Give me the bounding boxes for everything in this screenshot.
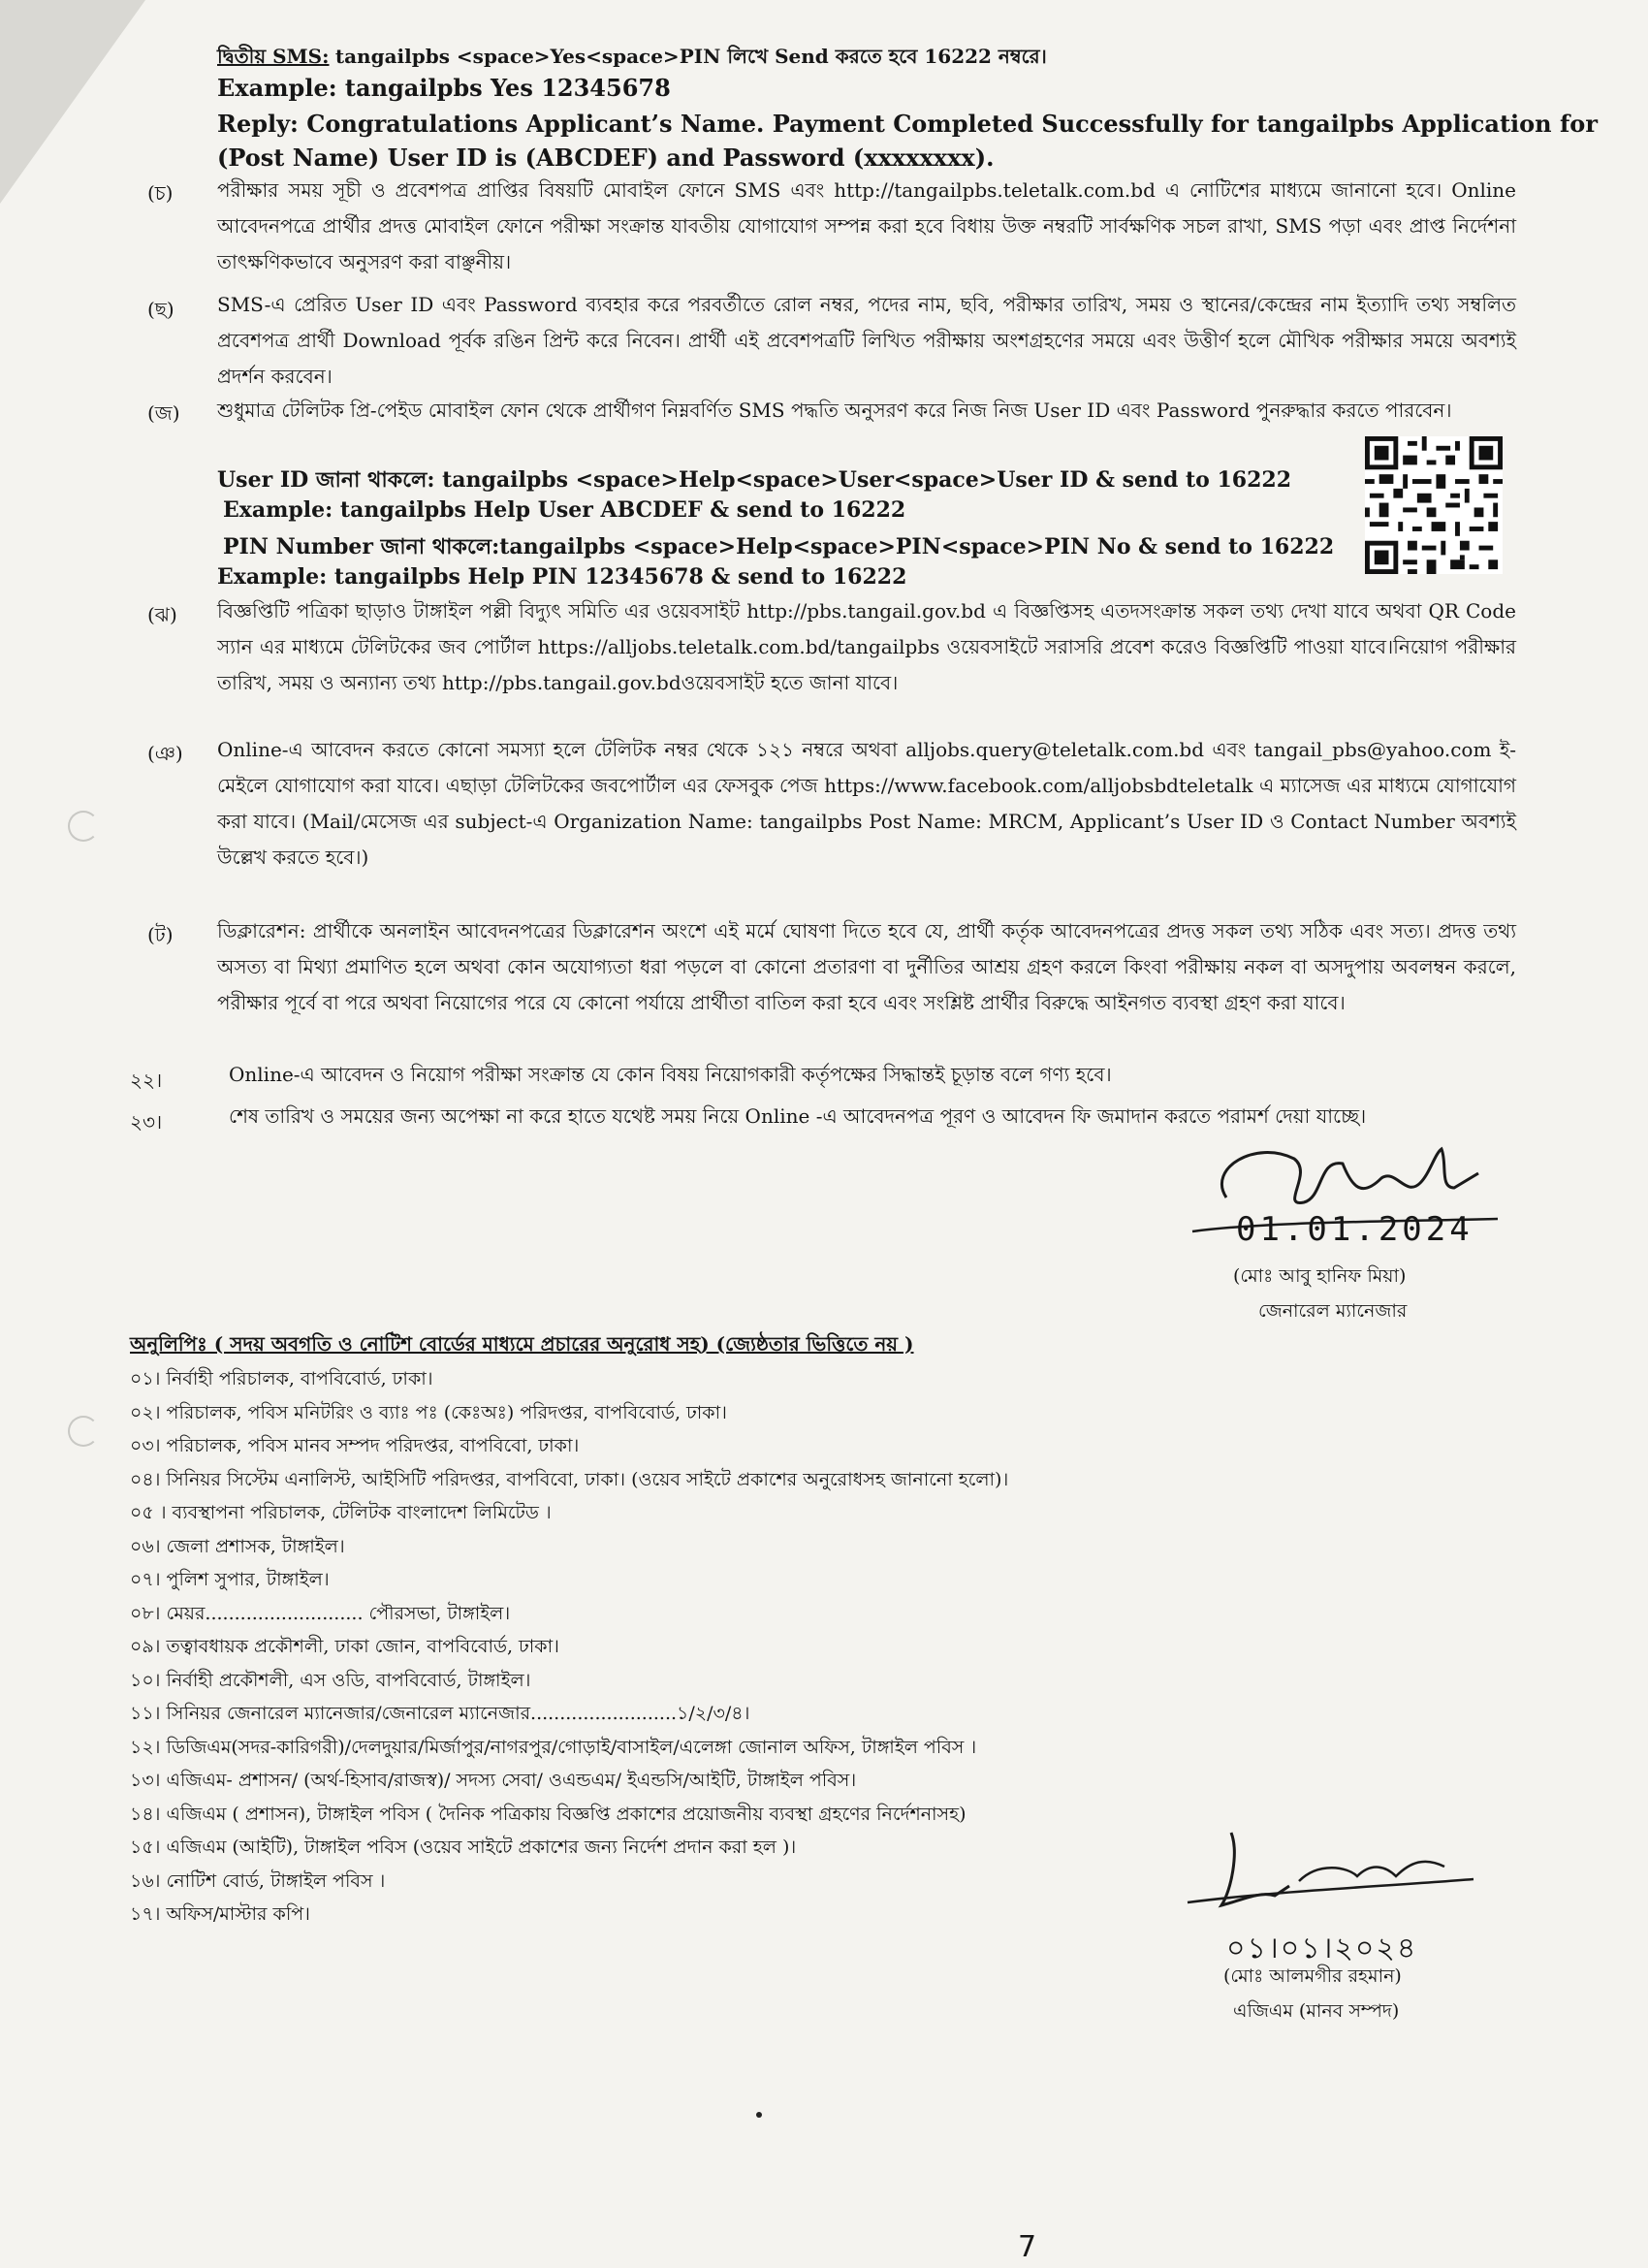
item-marker: (ট): [147, 923, 174, 946]
item-marker: (ছ): [147, 298, 174, 321]
second-sms-label: দ্বিতীয় SMS:: [217, 45, 330, 68]
sms-reply-line2: (Post Name) User ID is (ABCDEF) and Password (xxxxxxxx).: [217, 144, 995, 172]
copy-list-item: ০৬। জেলা প্রশাসক, টাঙ্গাইল।: [130, 1535, 345, 1557]
copy-list-item: ০৭। পুলিশ সুপার, টাঙ্গাইল।: [130, 1569, 330, 1590]
item-marker: ২৩।: [130, 1110, 163, 1134]
copy-list-item: ১১। সিনিয়র জেনারেল ম্যানেজার/জেনারেল ম্যানেজার.........................১/২/৩/৪।: [130, 1703, 750, 1724]
item-marker: ২২।: [130, 1069, 163, 1092]
second-sms-line: [217, 43, 1047, 75]
copy-list-item: ১৩। এজিএম- প্রশাসন/ (অর্থ-হিসাব/রাজস্ব)/ সদস্য সেবা/ ওএন্ডএম/ ইএন্ডসি/আইটি, টাঙ্গাইল পবিস।: [130, 1770, 857, 1791]
copy-list-item: ১২। ডিজিএম(সদর-কারিগরী)/দেলদুয়ার/মির্জাপুর/নাগরপুর/গোড়াই/বাসাইল/এলেঙ্গা জোনাল অফিস, টাঙ্গাইল পবিস ।: [130, 1736, 977, 1758]
copy-list-item: ১৭। অফিস/মাস্টার কপি।: [130, 1903, 310, 1925]
copy-list-item: ০৩। পরিচালক, পবিস মানব সম্পদ পরিদপ্তর, বাপবিবো, ঢাকা।: [130, 1435, 580, 1456]
item-ja-text: শুধুমাত্র টেলিটক প্রি-পেইড মোবাইল ফোন থেকে প্রার্থীগণ নিম্নবর্ণিত SMS পদ্ধতি অনুসরণ করে নিজ নিজ User ID এবং Password পুনরুদ্ধার করতে পারবেন।: [217, 399, 1452, 422]
item-jha-text: বিজ্ঞপ্তিটি পত্রিকা ছাড়াও টাঙ্গাইল পল্লী বিদ্যুৎ সমিতি এর ওয়েবসাইট http://pbs.tangail.gov.bd এ বিজ্ঞপ্তিসহ এতদসংক্রান্ত সকল তথ্য দেখা যাবে অথবা QR Code স্যান এর মাধ্যমে টেলিটকের জব পোর্টাল https://alljobs.teletalk.com.bd/tangailpbs ওয়েবসাইটে সরাসরি প্রবেশ করেও বিজ্ঞপ্তিটি পাওয়া যাবে।নিয়োগ পরীক্ষার তারিখ, সময় ও অন্যান্য তথ্য http://pbs.tangail.gov.bdওয়েবসাইট হতে জানা যাবে।: [217, 599, 1516, 694]
qr-code-image[interactable]: [1357, 436, 1510, 574]
sms-example: Example: tangailpbs Yes 12345678: [217, 74, 671, 102]
item-22-text: Online-এ আবেদন ও নিয়োগ পরীক্ষা সংক্রান্ত যে কোন বিষয় নিয়োগকারী কর্তৃপক্ষের সিদ্ধান্তই চূড়ান্ত বলে গণ্য হবে।: [229, 1063, 1112, 1086]
punch-hole-mark: [68, 811, 99, 842]
copy-list-title-text: অনুলিপিঃ ( সদয় অবগতি ও নোটিশ বোর্ডের মাধ্যমে প্রচারের অনুরোধ সহ) (জ্যেষ্ঠতার ভিত্তিতে নয় ): [130, 1332, 914, 1356]
page-number: 7: [1018, 2230, 1037, 2264]
signature2-date: ০১।০১।২০২৪: [1226, 1932, 1418, 1965]
copy-list-item: ১০। নির্বাহী প্রকৌশলী, এস ওডি, বাপবিবোর্ড, টাঙ্গাইল।: [130, 1669, 531, 1691]
copy-list-item: ১৫। এজিএম (আইটি), টাঙ্গাইল পবিস (ওয়েব সাইটে প্রকাশের জন্য নির্দেশ প্রদান করা হল )।: [130, 1837, 797, 1858]
item-marker: (জ): [147, 401, 180, 425]
ink-dot: [756, 2112, 762, 2118]
signature1-name: (মোঃ আবু হানিফ মিয়া): [1233, 1265, 1407, 1287]
item-chha-text: SMS-এ প্রেরিত User ID এবং Password ব্যবহার করে পরবর্তীতে রোল নম্বর, পদের নাম, ছবি, পরীক্ষার তারিখ, সময় ও স্থানের/কেন্দ্রের নাম ইত্যাদি তথ্য সম্বলিত প্রবেশপত্র প্রার্থী Download পূর্বক রঙিন প্রিন্ট করে নিবেন। প্রার্থী এই প্রবেশপত্রটি লিখিত পরীক্ষায় অংশগ্রহণের সময়ে এবং উত্তীর্ণ হলে মৌখিক পরীক্ষার সময়ে অবশ্যই প্রদর্শন করবেন।: [217, 293, 1516, 388]
copy-list-item: ১৬। নোটিশ বোর্ড, টাঙ্গাইল পবিস ।: [130, 1869, 386, 1892]
copy-list-item: ০১। নির্বাহী পরিচালক, বাপবিবোর্ড, ঢাকা।: [130, 1368, 433, 1390]
signature1-designation: জেনারেল ম্যানেজার: [1258, 1300, 1408, 1322]
item-23-text: শেষ তারিখ ও সময়ের জন্য অপেক্ষা না করে হাতে যথেষ্ট সময় নিয়ে Online -এ আবেদনপত্র পূরণ ও আবেদন ফি জমাদান করতে পরামর্শ দেয়া যাচ্ছে।: [229, 1104, 1367, 1128]
signature1-date: 01.01.2024: [1236, 1210, 1474, 1249]
copy-list-item: ০৮। মেয়র........................... পৌরসভা, টাঙ্গাইল।: [130, 1602, 511, 1624]
item-cha-text: পরীক্ষার সময় সূচী ও প্রবেশপত্র প্রাপ্তির বিষয়টি মোবাইল ফোনে SMS এবং http://tangailpbs.teletalk.com.bd এ নোটিশের মাধ্যমে জানানো হবে। Online আবেদনপত্রে প্রার্থীর প্রদত্ত মোবাইল ফোনে পরীক্ষা সংক্রান্ত যাবতীয় যোগাযোগ সম্পন্ন করা হবে বিধায় উক্ত নম্বরটি সার্বক্ষণিক সচল রাখা, SMS পড়া এবং প্রাপ্ত নির্দেশনা তাৎক্ষণিকভাবে অনুসরণ করা বাঞ্ছনীয়।: [217, 178, 1516, 273]
ja-userid-line: User ID জানা থাকলে: tangailpbs <space>Help<space>User<space>User ID & send to 16222: [217, 467, 1292, 493]
signature2-name: (মোঃ আলমগীর রহমান): [1223, 1965, 1402, 1987]
sms-reply-line1: Reply: Congratulations Applicant’s Name. Payment Completed Successfully for tangailpbs Application for: [217, 110, 1598, 138]
ja-userid-example: Example: tangailpbs Help User ABCDEF & send to 16222: [223, 497, 906, 523]
second-sms-text: tangailpbs <space>Yes<space>PIN লিখে Send করতে হবে 16222 নম্বরে।: [334, 45, 1047, 68]
copy-list-item: ০২। পরিচালক, পবিস মনিটরিং ও ব্যাঃ পঃ (কেঃঅঃ) পরিদপ্তর, বাপবিবোর্ড, ঢাকা।: [130, 1401, 727, 1423]
copy-list-item: ০৪। সিনিয়র সিস্টেম এনালিস্ট, আইসিটি পরিদপ্তর, বাপবিবো, ঢাকা। (ওয়েব সাইটে প্রকাশের অনুরোধসহ জানানো হলো)।: [130, 1468, 1009, 1490]
copy-list-item: ১৪। এজিএম ( প্রশাসন), টাঙ্গাইল পবিস ( দৈনিক পত্রিকায় বিজ্ঞপ্তি প্রকাশের প্রয়োজনীয় ব্যবস্থা গ্রহণের নির্দেশনাসহ): [130, 1803, 967, 1825]
punch-hole-mark: [68, 1416, 99, 1447]
copy-list-item: ০৫ । ব্যবস্থাপনা পরিচালক, টেলিটক বাংলাদেশ লিমিটেড ।: [130, 1502, 552, 1523]
folded-corner: [0, 0, 145, 204]
copy-list-item: ০৯। তত্বাবধায়ক প্রকৌশলী, ঢাকা জোন, বাপবিবোর্ড, ঢাকা।: [130, 1636, 559, 1657]
item-marker: (চ): [147, 181, 174, 205]
copy-list-title: [130, 1330, 914, 1362]
agm-signature: [1183, 1823, 1493, 1930]
ja-pin-line: PIN Number জানা থাকলে:tangailpbs <space>Help<space>PIN<space>PIN No & send to 16222: [223, 534, 1335, 559]
item-marker: (ঞ): [147, 742, 183, 765]
item-marker: (ঝ): [147, 603, 177, 626]
item-nya-text: Online-এ আবেদন করতে কোনো সমস্যা হলে টেলিটক নম্বর থেকে ১২১ নম্বরে অথবা alljobs.query@teletalk.com.bd এবং tangail_pbs@yahoo.com ই-মেইলে যোগাযোগ করা যাবে। এছাড়া টেলিটকের জবপোর্টাল এর ফেসবুক পেজ https://www.facebook.com/alljobsbdteletalk এ ম্যাসেজ এর মাধ্যমে যোগাযোগ করা যাবে। (Mail/মেসেজ এর subject-এ Organization Name: tangailpbs Post Name: MRCM, Applicant’s User ID ও Contact Number অবশ্যই উল্লেখ করতে হবে।): [217, 738, 1516, 869]
item-ta-text: ডিক্লারেশন: প্রার্থীকে অনলাইন আবেদনপত্রের ডিক্লারেশন অংশে এই মর্মে ঘোষণা দিতে হবে যে, প্রার্থী কর্তৃক আবেদনপত্রের প্রদত্ত সকল তথ্য সঠিক এবং সত্য। প্রদত্ত তথ্য অসত্য বা মিথ্যা প্রমাণিত হলে অথবা কোন অযোগ্যতা ধরা পড়লে বা কোনো প্রতারণা বা দুর্নীতির আশ্রয় গ্রহণ করলে কিংবা পরীক্ষায় নকল বা অসদুপায় অবলম্বন করলে, পরীক্ষার পূর্বে বা পরে অথবা নিয়োগের পরে যে কোনো পর্যায়ে প্রার্থীতা বাতিল করা হবে এবং সংশ্লিষ্ট প্রার্থীর বিরুদ্ধে আইনগত ব্যবস্থা গ্রহণ করা যাবে।: [217, 919, 1516, 1014]
ja-pin-example: Example: tangailpbs Help PIN 12345678 & send to 16222: [217, 564, 907, 590]
signature2-designation: এজিএম (মানব সম্পদ): [1233, 2000, 1400, 2022]
